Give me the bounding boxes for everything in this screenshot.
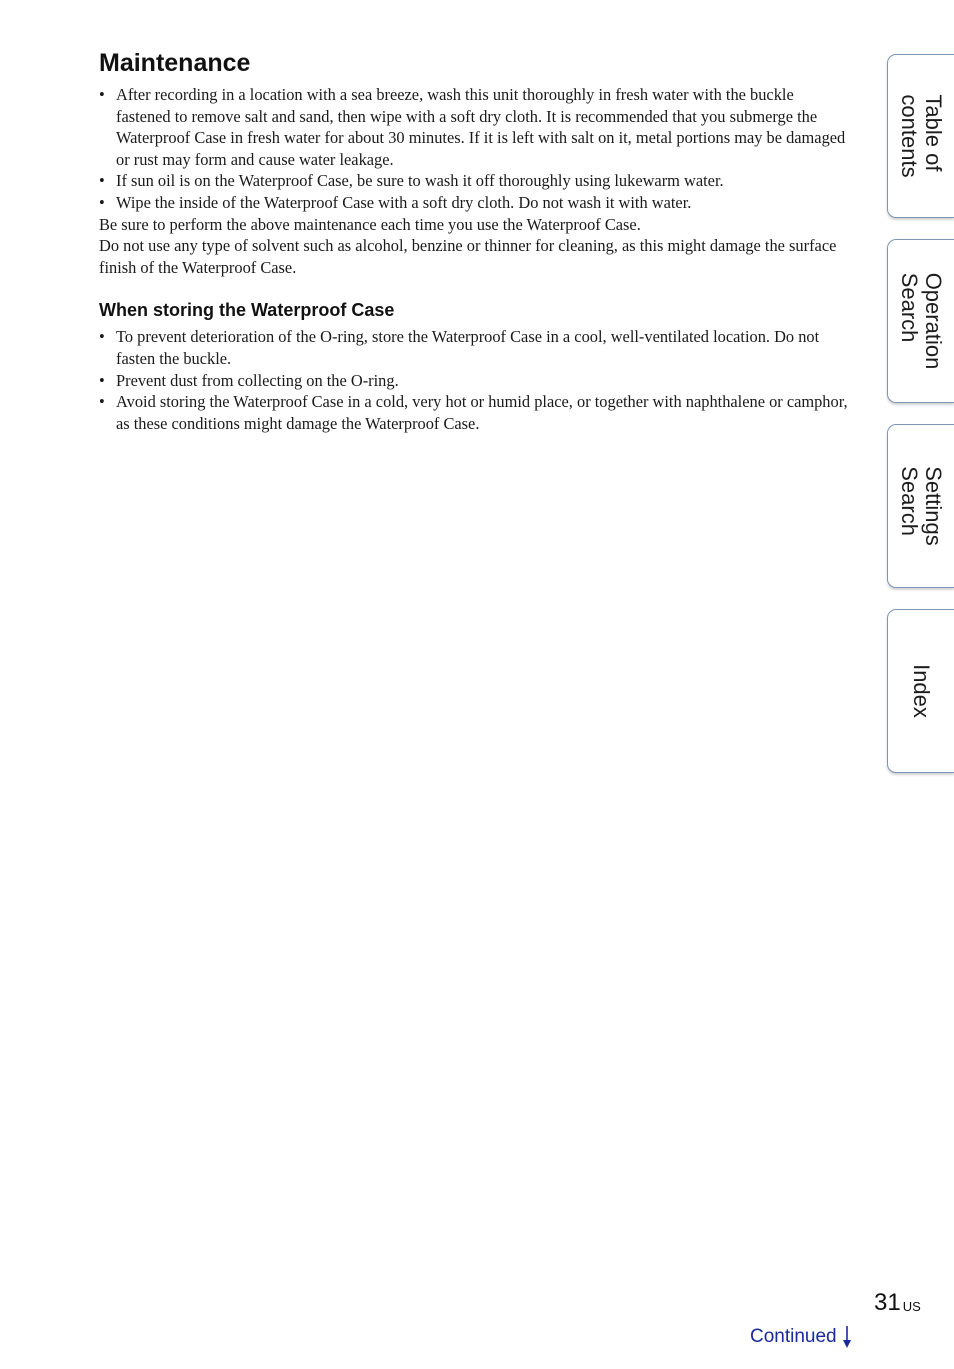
list-item: • Wipe the inside of the Waterproof Case with a soft dry cloth. Do not wash it with water. bbox=[99, 192, 692, 212]
page-title: Maintenance bbox=[99, 49, 251, 77]
storing-list bbox=[99, 326, 851, 434]
tab-index[interactable]: Index bbox=[887, 609, 954, 773]
continued-link[interactable] bbox=[750, 1324, 852, 1350]
section-heading: When storing the Waterproof Case bbox=[99, 300, 395, 321]
page-number: 31 $^{US}$ bbox=[874, 1289, 921, 1316]
list-item: • If sun oil is on the Waterproof Case, be sure to wash it off thoroughly using lukewarm water. bbox=[99, 171, 724, 191]
tab-settings-search[interactable]: Settings Search bbox=[887, 424, 954, 588]
arrow-down-icon bbox=[842, 1325, 852, 1349]
list-item: • Prevent dust from collecting on the O-ring. bbox=[99, 370, 399, 390]
list-item: • To prevent deterioration of the O-ring, store the Waterproof Case in a cool, well-ventilated location. Do not fasten the buckle. bbox=[99, 327, 820, 368]
list-item: • After recording in a location with a sea breeze, wash this unit thoroughly in fresh water with the buckle fastened to remove salt and sand, then wipe with a soft dry cloth. It is recommended that you submerge the Waterproof Case in fresh water for about 30 minutes. If it is left with salt on it, metal portions may be damaged or rust may form and cause water leakage. bbox=[99, 85, 846, 169]
continued-label: Continued bbox=[750, 1326, 837, 1347]
maintenance-list bbox=[99, 84, 851, 214]
page-content bbox=[99, 46, 851, 434]
tab-operation-search[interactable]: Operation Search bbox=[887, 239, 954, 403]
list-item: • Avoid storing the Waterproof Case in a cold, very hot or humid place, or together with naphthalene or camphor, as these conditions might damage the Waterproof Case. bbox=[99, 392, 848, 433]
paragraph: Be sure to perform the above maintenance each time you use the Waterproof Case. bbox=[99, 214, 641, 234]
paragraph: Do not use any type of solvent such as alcohol, benzine or thinner for cleaning, as this might damage the surface finish of the Waterproof Case. bbox=[99, 236, 837, 277]
tab-table-of-contents[interactable]: Table of contents bbox=[887, 54, 954, 218]
